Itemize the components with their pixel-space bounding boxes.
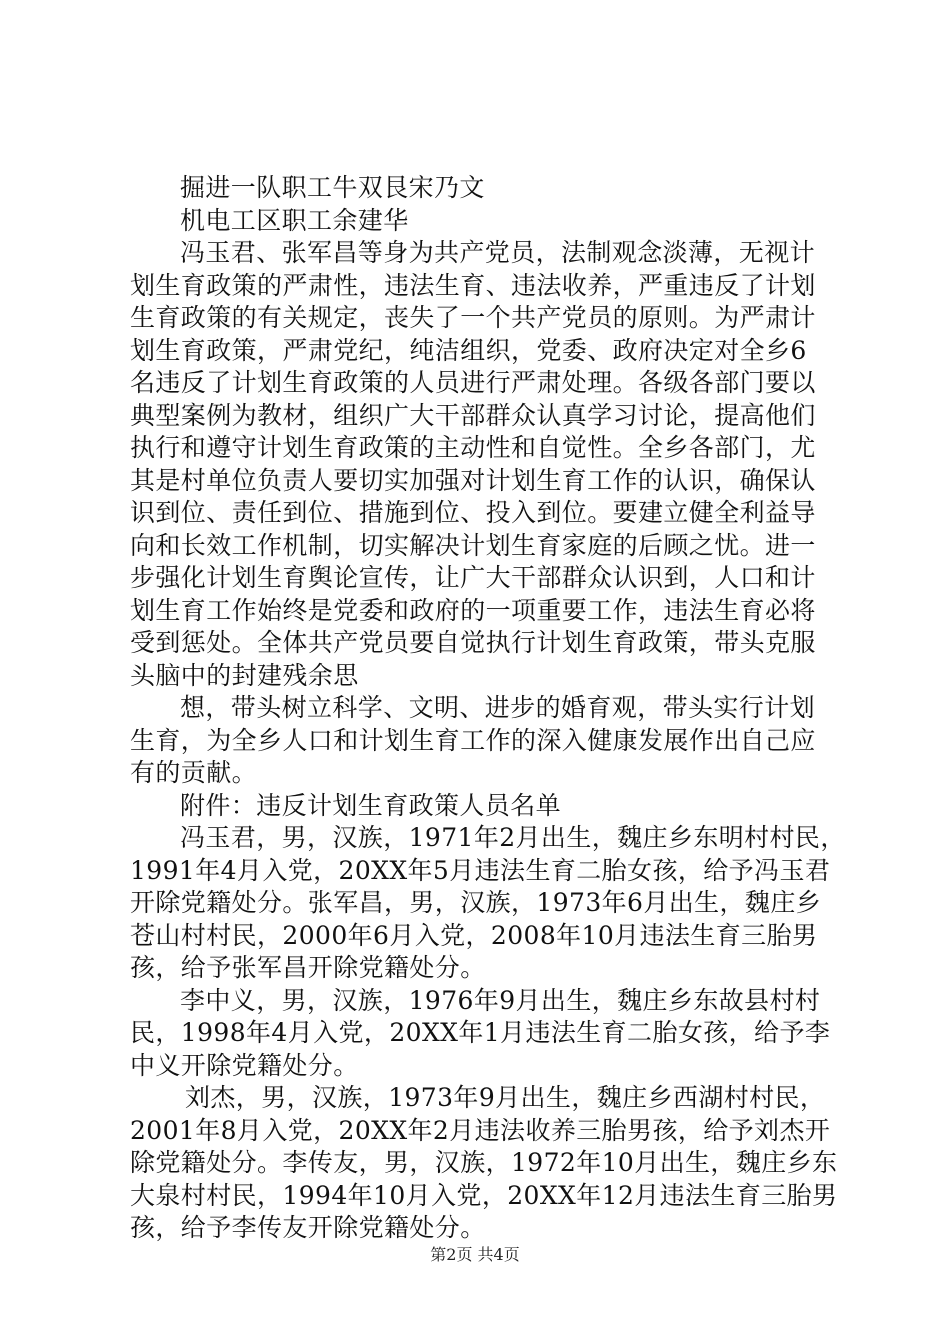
text-line: 执行和遵守计划生育政策的主动性和自觉性。全乡各部门，尤 (130, 433, 816, 462)
text-line: 划生育政策的严肃性，违法生育、违法收养，严重违反了计划 (130, 270, 816, 300)
text-line: 机电工区职工余建华 (180, 205, 409, 235)
text-line: 中义开除党籍处分。 (130, 1050, 359, 1080)
document-body (130, 172, 850, 1245)
text-line: 生育，为全乡人口和计划生育工作的深入健康发展作出自己应 (130, 725, 816, 755)
text-line: 民，1998年4月入党，20XX年1月违法生育二胎女孩，给予李 (130, 1018, 831, 1047)
text-line: 苍山村村民，2000年6月入党，2008年10月违法生育三胎男 (130, 920, 818, 950)
paragraph-start-line: 李中义，男，汉族，1976年9月出生，魏庄乡东故县村村 (180, 985, 821, 1015)
text-line: 向和长效工作机制，切实解决计划生育家庭的后顾之忧。进一 (130, 530, 816, 560)
text-line: 大泉村村民，1994年10月入党，20XX年12月违法生育三胎男 (130, 1180, 838, 1210)
text-line: 典型案例为教材，组织广大干部群众认真学习讨论，提高他们 (130, 400, 816, 430)
paragraph-start-line: 冯玉君，男，汉族，1971年2月出生，魏庄乡东明村村民， (180, 823, 846, 852)
text-line: 其是村单位负责人要切实加强对计划生育工作的认识，确保认 (130, 465, 816, 495)
text-line: 2001年8月入党，20XX年2月违法收养三胎男孩，给予刘杰开 (130, 1115, 831, 1145)
text-line: 受到惩处。全体共产党员要自觉执行计划生育政策，带头克服 (130, 628, 816, 657)
text-line: 除党籍处分。李传友，男，汉族，1972年10月出生，魏庄乡东 (130, 1148, 838, 1177)
text-line: 头脑中的封建残余思 (130, 660, 359, 690)
attachment-heading: 附件：违反计划生育政策人员名单 (180, 790, 562, 820)
paragraph-start-line: 刘杰，男，汉族，1973年9月出生，魏庄乡西湖村村民， (185, 1083, 826, 1112)
paragraph-start-line: 想，带头树立科学、文明、进步的婚育观，带头实行计划 (180, 693, 816, 722)
paragraph-start-line: 冯玉君、张军昌等身为共产党员，法制观念淡薄，无视计 (180, 238, 816, 267)
text-line: 步强化计划生育舆论宣传，让广大干部群众认识到，人口和计 (130, 563, 816, 592)
text-line: 1991年4月入党，20XX年5月违法生育二胎女孩，给予冯玉君 (130, 855, 831, 885)
text-line: 识到位、责任到位、措施到位、投入到位。要建立健全利益导 (130, 498, 816, 527)
text-line: 划生育工作始终是党委和政府的一项重要工作，违法生育必将 (130, 595, 816, 625)
text-line: 开除党籍处分。张军昌，男，汉族，1973年6月出生，魏庄乡 (130, 888, 822, 917)
text-line: 生育政策的有关规定，丧失了一个共产党员的原则。为严肃计 (130, 303, 816, 332)
page-number-footer: 第2页 共4页 (430, 1245, 520, 1264)
text-line: 孩，给予张军昌开除党籍处分。 (130, 953, 486, 982)
text-line: 有的贡献。 (130, 758, 258, 787)
text-line: 名违反了计划生育政策的人员进行严肃处理。各级各部门要以 (130, 368, 816, 397)
text-line: 掘进一队职工牛双艮宋乃文 (180, 173, 485, 202)
text-line: 孩，给予李传友开除党籍处分。 (130, 1213, 486, 1242)
text-line: 划生育政策，严肃党纪，纯洁组织，党委、政府决定对全乡6 (130, 335, 807, 365)
